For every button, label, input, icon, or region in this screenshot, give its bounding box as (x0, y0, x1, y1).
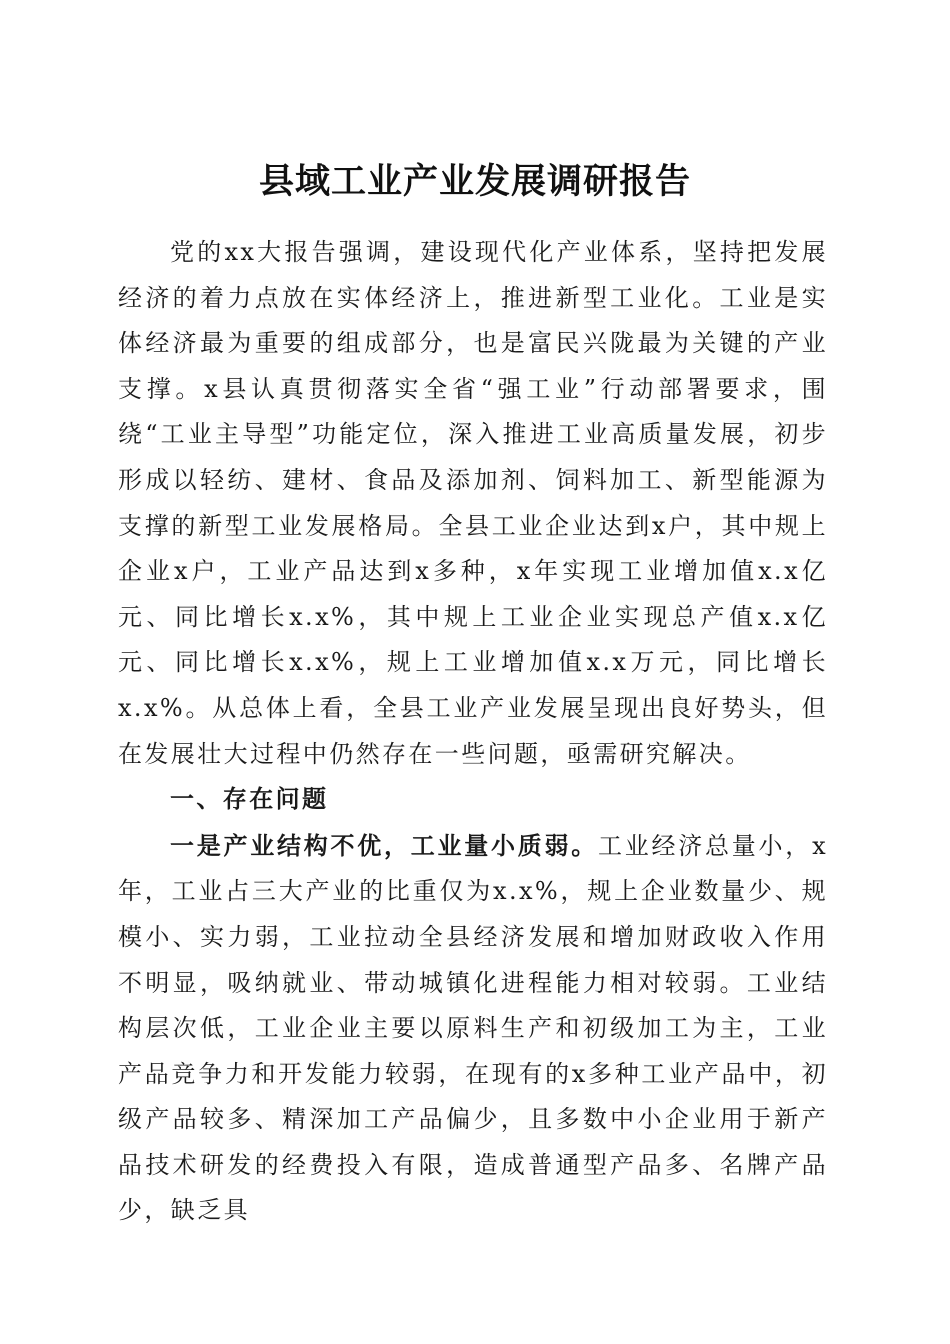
section-body-text: 工业经济总量小，x年，工业占三大产业的比重仅为x.x%，规上企业数量少、规模小、实力弱，工业拉动全县经济发展和增加财政收入作用不明显，吸纳就业、带动城镇化进程能力相对较弱。工业结构层次低，工业企业主要以原料生产和初级加工为主，工业产品竞争力和开发能力较弱，在现有的x多种工业产品中，初级产品较多、精深加工产品偏少，且多数中小企业用于新产品技术研发的经费投入有限，造成普通型产品多、名牌产品少，缺乏具 (118, 831, 828, 1225)
section-heading: 一、存在问题 (170, 785, 329, 814)
document-title: 县域工业产业发展调研报告 (258, 161, 691, 203)
intro-paragraph: 党的xx大报告强调，建设现代化产业体系，坚持把发展经济的着力点放在实体经济上，推进新型工业化。工业是实体经济最为重要的组成部分，也是富民兴陇最为关键的产业支撑。x县认真贯彻落实全省“强工业”行动部署要求，围绕“工业主导型”功能定位，深入推进工业高质量发展，初步形成以轻纺、建材、食品及添加剂、饲料加工、新型能源为支撑的新型工业发展格局。全县工业企业达到x户，其中规上企业x户，工业产品达到x多种，x年实现工业增加值x.x亿元、同比增长x.x%，其中规上工业企业实现总产值x.x亿元、同比增长x.x%，规上工业增加值x.x万元，同比增长x.x%。从总体上看，全县工业产业发展呈现出良好势头，但在发展壮大过程中仍然存在一些问题，亟需研究解决。 (118, 238, 828, 768)
document-body (118, 230, 828, 1234)
section-lead-sentence: 一是产业结构不优，工业量小质弱。 (170, 830, 599, 860)
section-paragraph (118, 823, 828, 1234)
